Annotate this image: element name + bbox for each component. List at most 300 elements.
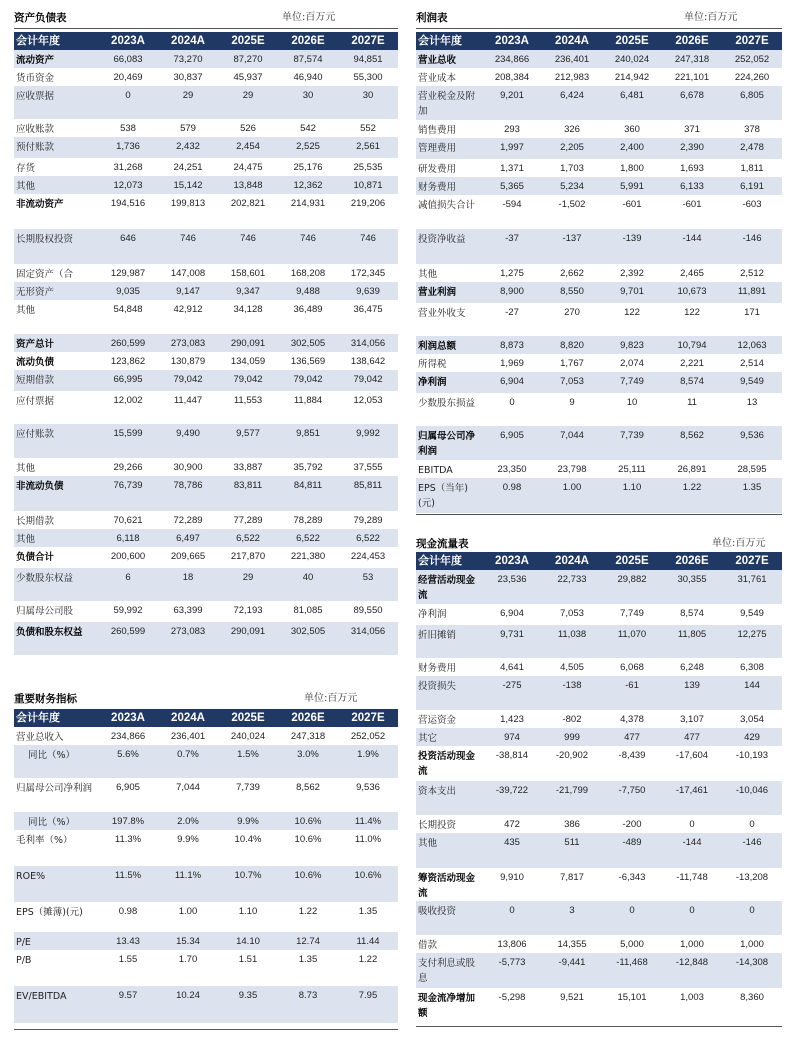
cell-value: 3 — [542, 901, 602, 935]
cell-value: 202,821 — [230, 198, 266, 209]
row-label: 短期借款 — [14, 370, 98, 391]
cell-value: 0 — [98, 86, 158, 119]
cell-value: 1.70 — [178, 954, 198, 965]
cell-value: 9,490 — [158, 424, 218, 458]
cell-value: 217,870 — [230, 551, 266, 562]
cell-value: 8,360 — [740, 992, 764, 1003]
cell-value: 11,553 — [233, 395, 263, 406]
cell-value: 221,101 — [674, 72, 710, 83]
row-label: 营业税金及附加 — [416, 86, 482, 120]
table-row — [14, 158, 398, 176]
table-row — [14, 622, 398, 655]
row-label: 资本支出 — [416, 781, 482, 815]
cell-value: 526 — [240, 123, 256, 134]
row-label: 流动负债 — [16, 357, 55, 368]
column-header-year: 2024A — [542, 552, 602, 570]
cell-value: 1,703 — [560, 163, 584, 174]
column-header-year: 2023A — [482, 32, 542, 50]
cell-value: 4,378 — [620, 714, 644, 725]
cell-value: 15.34 — [158, 932, 218, 950]
table-row — [14, 932, 398, 950]
cell-value: 5,991 — [602, 177, 662, 195]
cell-value: 9,488 — [278, 282, 338, 300]
cell-value: 10.4% — [234, 834, 262, 845]
cell-value: 0 — [509, 397, 515, 408]
cell-value: -594 — [502, 199, 522, 210]
cell-value: 2,514 — [740, 358, 764, 369]
cell-value: 129,987 — [110, 268, 146, 279]
cell-value: 1,275 — [500, 268, 524, 279]
cell-value: -6,343 — [618, 872, 646, 883]
cell-value: -146 — [722, 833, 782, 868]
cell-value: 87,270 — [218, 50, 278, 68]
table-row — [14, 476, 398, 511]
cell-value: 1.55 — [118, 954, 138, 965]
cell-value: 29 — [158, 86, 218, 119]
cell-value: 33,887 — [233, 462, 263, 473]
row-label: 吸收投资 — [416, 901, 482, 935]
row-label: 毛利率（%） — [16, 835, 73, 846]
table-row — [416, 50, 782, 68]
row-label: 货币资金 — [16, 73, 55, 84]
table-row — [416, 86, 782, 120]
table-row — [14, 866, 398, 902]
cell-value: 1,693 — [680, 163, 704, 174]
column-header-year: 2026E — [278, 32, 338, 50]
cell-value: -601 — [622, 199, 642, 210]
cell-value: 4,641 — [500, 662, 524, 673]
table-row — [416, 658, 782, 676]
cell-value: 9,536 — [356, 782, 380, 793]
cell-value: 646 — [98, 229, 158, 264]
cell-value: 247,318 — [662, 50, 722, 68]
income-statement-table — [416, 32, 782, 513]
cell-value: 158,601 — [230, 268, 266, 279]
cell-value: 79,042 — [278, 370, 338, 391]
cell-value: 15,142 — [158, 176, 218, 194]
cell-value: 9,549 — [722, 372, 782, 393]
cell-value: 77,289 — [233, 515, 263, 526]
cell-value: 25,111 — [618, 464, 646, 475]
table-row — [14, 68, 398, 86]
cell-value: 12,063 — [722, 336, 782, 354]
cell-value: -21,799 — [542, 781, 602, 815]
row-label: 营运资金 — [418, 715, 457, 726]
row-label: 经营活动现金流 — [416, 570, 482, 604]
cell-value: 371 — [684, 124, 700, 135]
cell-value: 23,798 — [557, 464, 587, 475]
cell-value: 1.5% — [218, 745, 278, 778]
cash-flow-header-row — [416, 552, 782, 570]
cell-value: 1,000 — [740, 939, 764, 950]
cell-value: 6,308 — [740, 662, 764, 673]
cell-value: 8,820 — [542, 336, 602, 354]
cell-value: 139 — [662, 676, 722, 710]
table-row — [416, 426, 782, 460]
cell-value: 6,522 — [218, 529, 278, 547]
cell-value: 2,074 — [620, 358, 644, 369]
cell-value: -10,046 — [722, 781, 782, 815]
row-label: 无形资产 — [14, 282, 98, 300]
cell-value: 8,873 — [482, 336, 542, 354]
cell-value: 293 — [504, 124, 520, 135]
cell-value: 6,191 — [722, 177, 782, 195]
cell-value: 224,260 — [734, 72, 770, 83]
row-label: 折旧摊销 — [416, 625, 482, 658]
cell-value: -601 — [682, 199, 702, 210]
row-label: 其他 — [418, 269, 438, 280]
cell-value: 552 — [360, 123, 376, 134]
cell-value: 1,003 — [680, 992, 704, 1003]
cell-value: 273,083 — [158, 622, 218, 655]
table-row — [416, 336, 782, 354]
cell-value: 6,481 — [602, 86, 662, 120]
table-row — [416, 901, 782, 935]
cell-value: 6,522 — [338, 529, 398, 547]
cell-value: 10,673 — [662, 282, 722, 303]
cell-value: 11,070 — [602, 625, 662, 658]
cell-value: 1,423 — [500, 714, 524, 725]
divider — [416, 514, 782, 515]
row-label: 同比（%） — [14, 745, 98, 778]
cell-value: 10 — [626, 397, 638, 408]
row-label: 投资损失 — [416, 676, 482, 710]
cell-value: 6,133 — [662, 177, 722, 195]
cell-value: 10,794 — [662, 336, 722, 354]
cell-value: 147,008 — [170, 268, 206, 279]
row-label: 投资活动现金流 — [418, 751, 476, 777]
cell-value: 94,851 — [338, 50, 398, 68]
table-row — [416, 868, 782, 901]
cell-value: 73,270 — [158, 50, 218, 68]
table-row — [14, 50, 398, 68]
table-row — [14, 86, 398, 119]
cell-value: 26,891 — [677, 464, 707, 475]
table-row — [14, 352, 398, 370]
cell-value: 2,478 — [722, 138, 782, 159]
table-row — [14, 601, 398, 622]
cell-value: 1.22 — [298, 906, 318, 917]
row-label: 营业总收 — [416, 50, 482, 68]
cell-value: 247,318 — [290, 731, 326, 742]
cell-value: 214,931 — [290, 198, 326, 209]
cell-value: -39,722 — [482, 781, 542, 815]
row-label: 利润总额 — [416, 336, 482, 354]
cell-value: 429 — [722, 728, 782, 746]
cell-value: 1.22 — [358, 954, 378, 965]
table-row — [14, 902, 398, 932]
cell-value: 13.43 — [98, 932, 158, 950]
cell-value: 1,767 — [560, 358, 584, 369]
cell-value: -144 — [662, 229, 722, 264]
cell-value: 8,562 — [296, 782, 320, 793]
cell-value: -14,308 — [722, 953, 782, 988]
column-header-label: 会计年度 — [14, 32, 98, 50]
cell-value: 9,521 — [560, 992, 584, 1003]
cell-value: 6,248 — [680, 662, 704, 673]
cell-value: 6 — [98, 568, 158, 601]
divider — [14, 1029, 398, 1030]
cell-value: 200,600 — [110, 551, 146, 562]
cell-value: 84,811 — [278, 476, 338, 511]
cell-value: 45,937 — [233, 72, 263, 83]
cell-value: 2,221 — [680, 358, 704, 369]
cell-value: 472 — [504, 819, 520, 830]
cell-value: 8,900 — [482, 282, 542, 303]
row-label: 财务费用 — [418, 663, 457, 674]
cell-value: 7,053 — [560, 608, 584, 619]
cell-value: 7,749 — [620, 608, 644, 619]
table-row — [416, 229, 782, 264]
cell-value: 746 — [278, 229, 338, 264]
cell-value: -275 — [482, 676, 542, 710]
cell-value: 10.6% — [294, 834, 322, 845]
balance-sheet-unit: 单位:百万元 — [282, 12, 336, 23]
cell-value: -139 — [602, 229, 662, 264]
cell-value: 1.10 — [602, 478, 662, 513]
table-row — [14, 424, 398, 458]
column-header-year: 2025E — [218, 709, 278, 727]
table-row — [416, 195, 782, 229]
cell-value: 7,044 — [176, 782, 200, 793]
row-label: 净利润 — [416, 372, 482, 393]
cell-value: -1,502 — [558, 199, 586, 210]
table-row — [416, 746, 782, 781]
cell-value: 746 — [218, 229, 278, 264]
table-row — [14, 830, 398, 866]
cell-value: 10.7% — [218, 866, 278, 902]
column-header-year: 2024A — [542, 32, 602, 50]
cell-value: -146 — [722, 229, 782, 264]
cell-value: 9,639 — [338, 282, 398, 300]
cell-value: -61 — [602, 676, 662, 710]
cell-value: 11 — [687, 397, 697, 408]
row-label: 其他 — [14, 529, 98, 547]
cell-value: 9,577 — [218, 424, 278, 458]
cell-value: 360 — [624, 124, 640, 135]
cell-value: 20,469 — [113, 72, 143, 83]
row-label: 固定资产（合 — [16, 269, 74, 280]
cell-value: 8,574 — [680, 608, 704, 619]
table-row — [14, 282, 398, 300]
cell-value: 79,289 — [353, 515, 383, 526]
cell-value: 2,205 — [542, 138, 602, 159]
cell-value: 302,505 — [278, 334, 338, 352]
cell-value: 252,052 — [722, 50, 782, 68]
cell-value: 28,595 — [737, 464, 767, 475]
cell-value: 252,052 — [350, 731, 386, 742]
cell-value: 168,208 — [290, 268, 326, 279]
income-statement-unit: 单位:百万元 — [684, 12, 738, 23]
row-label: 筹资活动现金流 — [418, 873, 476, 899]
cell-value: 63,399 — [173, 605, 203, 616]
row-label: 资产总计 — [14, 334, 98, 352]
cell-value: 10.6% — [278, 812, 338, 830]
table-row — [416, 625, 782, 658]
row-label: 应付账款 — [14, 424, 98, 458]
cell-value: 1,371 — [500, 163, 524, 174]
cell-value: 1,736 — [98, 137, 158, 158]
row-label: 预付账款 — [14, 137, 98, 158]
cell-value: 79,042 — [338, 370, 398, 391]
cell-value: 2,525 — [278, 137, 338, 158]
cell-value: 378 — [744, 124, 760, 135]
cell-value: 25,176 — [293, 162, 323, 173]
cell-value: 79,042 — [158, 370, 218, 391]
cash-flow-title: 现金流量表 — [416, 538, 469, 550]
cell-value: 7,053 — [542, 372, 602, 393]
cell-value: 89,550 — [353, 605, 383, 616]
cell-value: 54,848 — [113, 304, 143, 315]
cell-value: 2,454 — [218, 137, 278, 158]
cell-value: 212,983 — [554, 72, 590, 83]
cell-value: 30,837 — [173, 72, 203, 83]
row-label: P/B — [16, 955, 32, 966]
row-label: 所得税 — [418, 359, 447, 370]
column-header-label: 会计年度 — [416, 32, 482, 50]
cell-value: -603 — [742, 199, 762, 210]
cell-value: 1.10 — [238, 906, 258, 917]
cell-value: 11.0% — [354, 834, 382, 845]
cell-value: 236,401 — [542, 50, 602, 68]
income-statement-header-row — [416, 32, 782, 50]
row-label: 归属母公司股 — [16, 606, 74, 617]
cell-value: -9,441 — [542, 953, 602, 988]
cell-value: 11,805 — [662, 625, 722, 658]
cell-value: 477 — [662, 728, 722, 746]
cell-value: 9,731 — [482, 625, 542, 658]
table-row — [416, 953, 782, 988]
column-header-year: 2024A — [158, 32, 218, 50]
row-label: 长期股权投资 — [14, 229, 98, 264]
cell-value: 234,866 — [482, 50, 542, 68]
cash-flow-table — [416, 552, 782, 1022]
cell-value: 302,505 — [278, 622, 338, 655]
cell-value: 9,201 — [482, 86, 542, 120]
cell-value: 270 — [564, 307, 580, 318]
table-row — [416, 676, 782, 710]
cell-value: 6,805 — [722, 86, 782, 120]
table-row — [14, 119, 398, 137]
table-row — [14, 950, 398, 986]
cell-value: 1,969 — [500, 358, 524, 369]
cell-value: 3,054 — [740, 714, 764, 725]
row-label: 少数股东损益 — [418, 398, 476, 409]
table-row — [14, 391, 398, 424]
cell-value: 0 — [602, 901, 662, 935]
cell-value: 23,350 — [497, 464, 527, 475]
key-ratios-header-row — [14, 709, 398, 727]
table-row — [416, 935, 782, 953]
cell-value: 5,234 — [542, 177, 602, 195]
cell-value: 4,505 — [560, 662, 584, 673]
cell-value: 746 — [338, 229, 398, 264]
cell-value: 172,345 — [350, 268, 386, 279]
cell-value: 59,992 — [113, 605, 143, 616]
key-ratios-title: 重要财务指标 — [14, 693, 77, 705]
cell-value: 1.35 — [358, 906, 378, 917]
cell-value: 0 — [749, 819, 755, 830]
cell-value: 1.00 — [178, 906, 198, 917]
cell-value: 87,574 — [278, 50, 338, 68]
table-row — [416, 303, 782, 336]
table-row — [416, 728, 782, 746]
row-label: 应收票据 — [14, 86, 98, 119]
cell-value: 240,024 — [602, 50, 662, 68]
row-label: 营业外收支 — [418, 308, 466, 319]
cell-value: 208,384 — [494, 72, 530, 83]
cell-value: 5,365 — [482, 177, 542, 195]
row-label: 存货 — [16, 163, 36, 174]
cell-value: 8,550 — [542, 282, 602, 303]
cell-value: 12,002 — [113, 395, 143, 406]
cell-value: 36,489 — [293, 304, 323, 315]
cell-value: 260,599 — [98, 622, 158, 655]
cell-value: 2,512 — [740, 268, 764, 279]
cell-value: 30 — [278, 86, 338, 119]
cell-value: 130,879 — [170, 356, 206, 367]
table-row — [14, 547, 398, 568]
cell-value: 55,300 — [353, 72, 383, 83]
cell-value: 34,128 — [233, 304, 263, 315]
cell-value: 1,997 — [482, 138, 542, 159]
cell-value: 8,574 — [662, 372, 722, 393]
cell-value: 15,599 — [98, 424, 158, 458]
cell-value: 7,739 — [602, 426, 662, 460]
cell-value: 66,083 — [98, 50, 158, 68]
cell-value: 219,206 — [350, 198, 386, 209]
cell-value: -138 — [542, 676, 602, 710]
cell-value: 234,866 — [110, 731, 146, 742]
cell-value: 1,811 — [740, 163, 764, 174]
cell-value: 22,733 — [542, 570, 602, 604]
cell-value: 214,942 — [614, 72, 650, 83]
cell-value: 144 — [722, 676, 782, 710]
row-label: 研发费用 — [418, 164, 457, 175]
table-row — [14, 264, 398, 282]
table-row — [14, 568, 398, 601]
cell-value: 326 — [564, 124, 580, 135]
table-row — [416, 159, 782, 177]
cell-value: 6,118 — [98, 529, 158, 547]
row-label: ROE% — [14, 866, 98, 902]
cell-value: 12,073 — [98, 176, 158, 194]
cell-value: 2,400 — [602, 138, 662, 159]
cell-value: 6,904 — [482, 372, 542, 393]
cell-value: 1.51 — [238, 954, 258, 965]
row-label: 支付利息或股息 — [416, 953, 482, 988]
cell-value: 9,147 — [158, 282, 218, 300]
cell-value: 2,662 — [560, 268, 584, 279]
cell-value: 7.95 — [338, 986, 398, 1023]
table-row — [14, 745, 398, 778]
cell-value: 9,992 — [338, 424, 398, 458]
column-header-year: 2025E — [602, 32, 662, 50]
cell-value: 7,739 — [236, 782, 260, 793]
row-label: 管理费用 — [416, 138, 482, 159]
table-row — [416, 264, 782, 282]
cell-value: 46,940 — [293, 72, 323, 83]
cell-value: 194,516 — [110, 198, 146, 209]
cell-value: 78,289 — [293, 515, 323, 526]
cell-value: 6,068 — [620, 662, 644, 673]
cell-value: 70,621 — [113, 515, 143, 526]
cell-value: 123,862 — [110, 356, 146, 367]
cell-value: 18 — [158, 568, 218, 601]
cell-value: 538 — [120, 123, 136, 134]
cell-value: 7,749 — [602, 372, 662, 393]
cell-value: -802 — [562, 714, 582, 725]
